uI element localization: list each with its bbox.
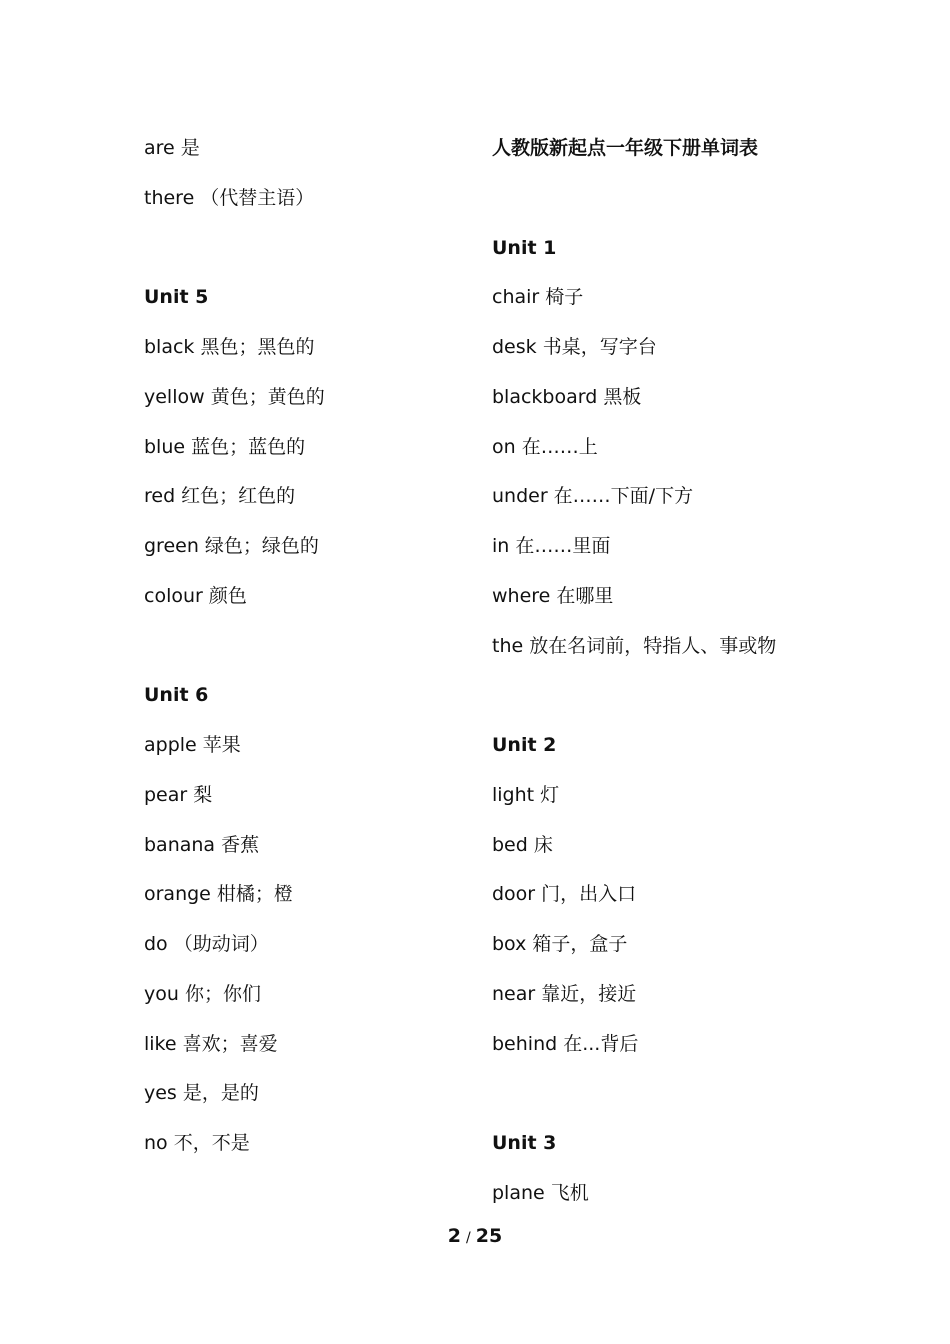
- vocab-entry: where 在哪里: [492, 584, 614, 607]
- vocab-entry: red 红色；红色的: [144, 485, 296, 508]
- blank-line: [144, 236, 484, 286]
- section-heading: Unit 6: [144, 684, 209, 707]
- vocab-entry: plane 飞机: [492, 1181, 589, 1204]
- vocab-entry: behind 在...背后: [492, 1032, 639, 1055]
- section-heading: Unit 1: [492, 236, 557, 259]
- vocab-entry: light 灯: [492, 783, 560, 806]
- vocab-entry: orange 柑橘；橙: [144, 883, 293, 906]
- vocab-entry: apple 苹果: [144, 734, 241, 756]
- vocab-entry: are 是: [144, 137, 200, 159]
- vocab-entry: yellow 黄色；黄色的: [144, 385, 325, 408]
- vocab-entry: pear 梨: [144, 783, 213, 806]
- section-heading: Unit 2: [492, 734, 557, 756]
- vocab-entry: chair 椅子: [492, 286, 584, 309]
- total-pages: 25: [475, 1225, 503, 1247]
- left-column: [144, 136, 484, 1181]
- vocab-entry: black 黑色；黑色的: [144, 336, 315, 358]
- vocab-entry: box 箱子，盒子: [492, 933, 628, 955]
- vocab-entry: colour 颜色: [144, 584, 247, 607]
- vocab-entry: the 放在名词前，特指人、事或物: [492, 634, 777, 657]
- section-heading: Unit 5: [144, 286, 209, 309]
- vocab-entry: do （助动词）: [144, 933, 269, 955]
- section-heading: 人教版新起点一年级下册单词表: [492, 137, 759, 159]
- blank-line: [492, 1081, 822, 1131]
- blank-line: [144, 634, 484, 684]
- vocab-entry: blue 蓝色；蓝色的: [144, 435, 306, 458]
- vocab-entry: on 在……上: [492, 435, 598, 458]
- vocab-entry: desk 书桌，写字台: [492, 336, 657, 358]
- vocab-entry: in 在……里面: [492, 535, 611, 557]
- vocab-entry: banana 香蕉: [144, 833, 260, 856]
- vocab-entry: yes 是，是的: [144, 1082, 259, 1105]
- blank-line: [492, 683, 822, 733]
- blank-line: [492, 186, 822, 236]
- section-heading: Unit 3: [492, 1132, 557, 1154]
- right-column: [492, 136, 822, 1231]
- vocab-entry: like 喜欢；喜爱: [144, 1032, 278, 1055]
- vocab-entry: green 绿色；绿色的: [144, 535, 319, 557]
- vocab-entry: blackboard 黑板: [492, 385, 642, 408]
- vocab-entry: near 靠近，接近: [492, 982, 637, 1005]
- page-number: [0, 1224, 950, 1250]
- page-separator: /: [466, 1230, 471, 1246]
- vocab-entry: under 在……下面/下方: [492, 485, 694, 508]
- current-page: 2: [447, 1225, 462, 1247]
- vocab-entry: no 不，不是: [144, 1132, 250, 1154]
- vocab-entry: bed 床: [492, 833, 553, 856]
- vocab-entry: you 你；你们: [144, 982, 261, 1005]
- vocab-entry: there （代替主语）: [144, 186, 315, 209]
- vocab-entry: door 门，出入口: [492, 883, 637, 906]
